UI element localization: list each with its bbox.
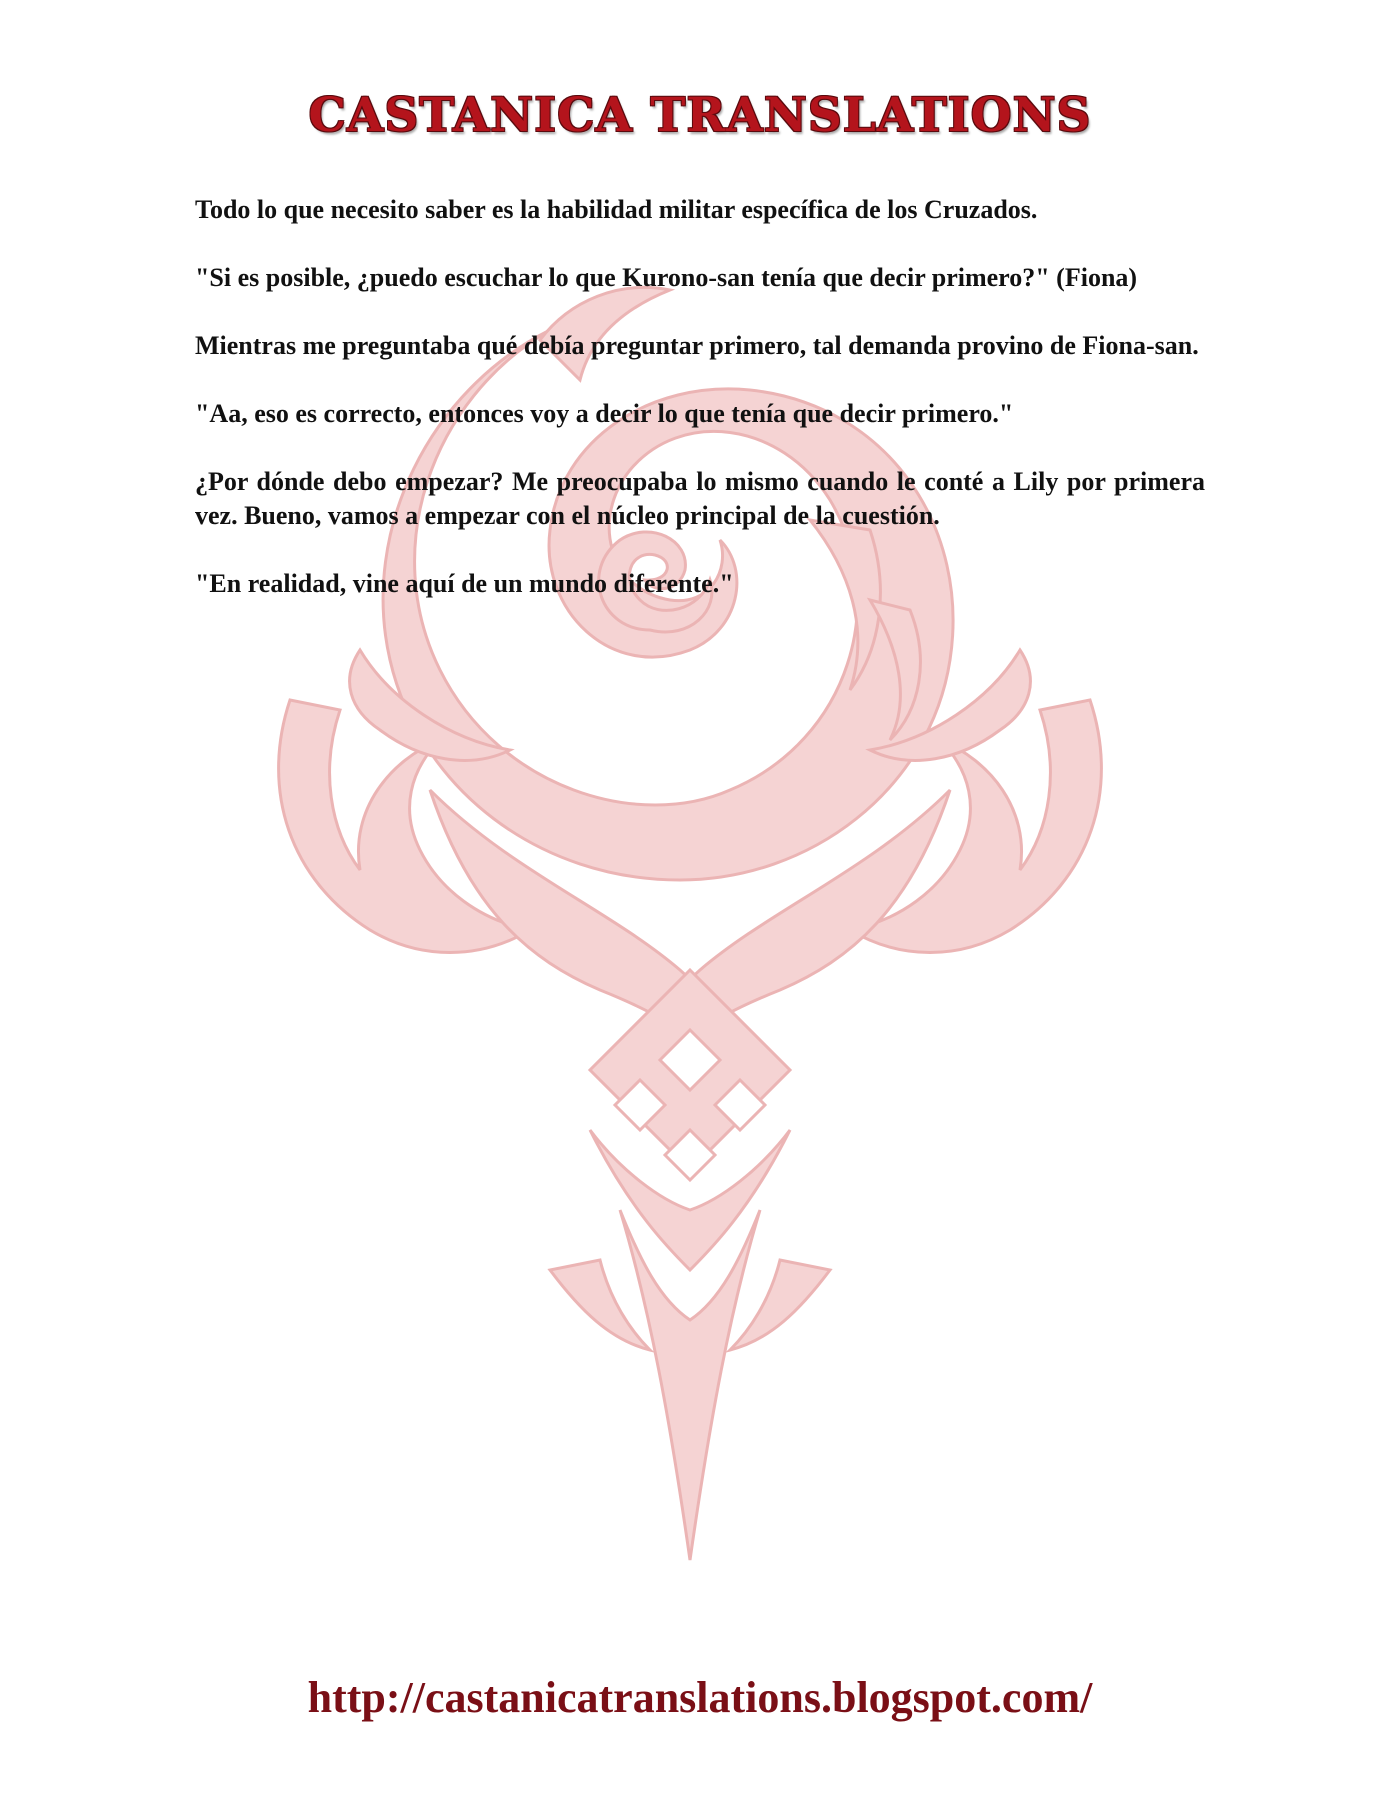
paragraph: "En realidad, vine aquí de un mundo diferente." xyxy=(195,569,734,598)
paragraph: Mientras me preguntaba qué debía preguntar primero, tal demanda provino de Fiona-san. xyxy=(195,331,1199,360)
page-title: CASTANICA TRANSLATIONS xyxy=(308,88,1092,143)
paragraph: "Si es posible, ¿puedo escuchar lo que Kurono-san tenía que decir primero?" (Fiona) xyxy=(195,263,1138,292)
body-text xyxy=(195,193,1205,635)
paragraph: "Aa, eso es correcto, entonces voy a decir lo que tenía que decir primero." xyxy=(195,399,1014,428)
paragraph: Todo lo que necesito saber es la habilidad militar específica de los Cruzados. xyxy=(195,195,1038,224)
paragraph: ¿Por dónde debo empezar? Me preocupaba lo mismo cuando le conté a Lily por primera vez. Bueno, vamos a empezar con el núcleo principal de la cuestión. xyxy=(195,467,1205,530)
footer-url: http://castanicatranslations.blogspot.com/ xyxy=(307,1673,1093,1722)
